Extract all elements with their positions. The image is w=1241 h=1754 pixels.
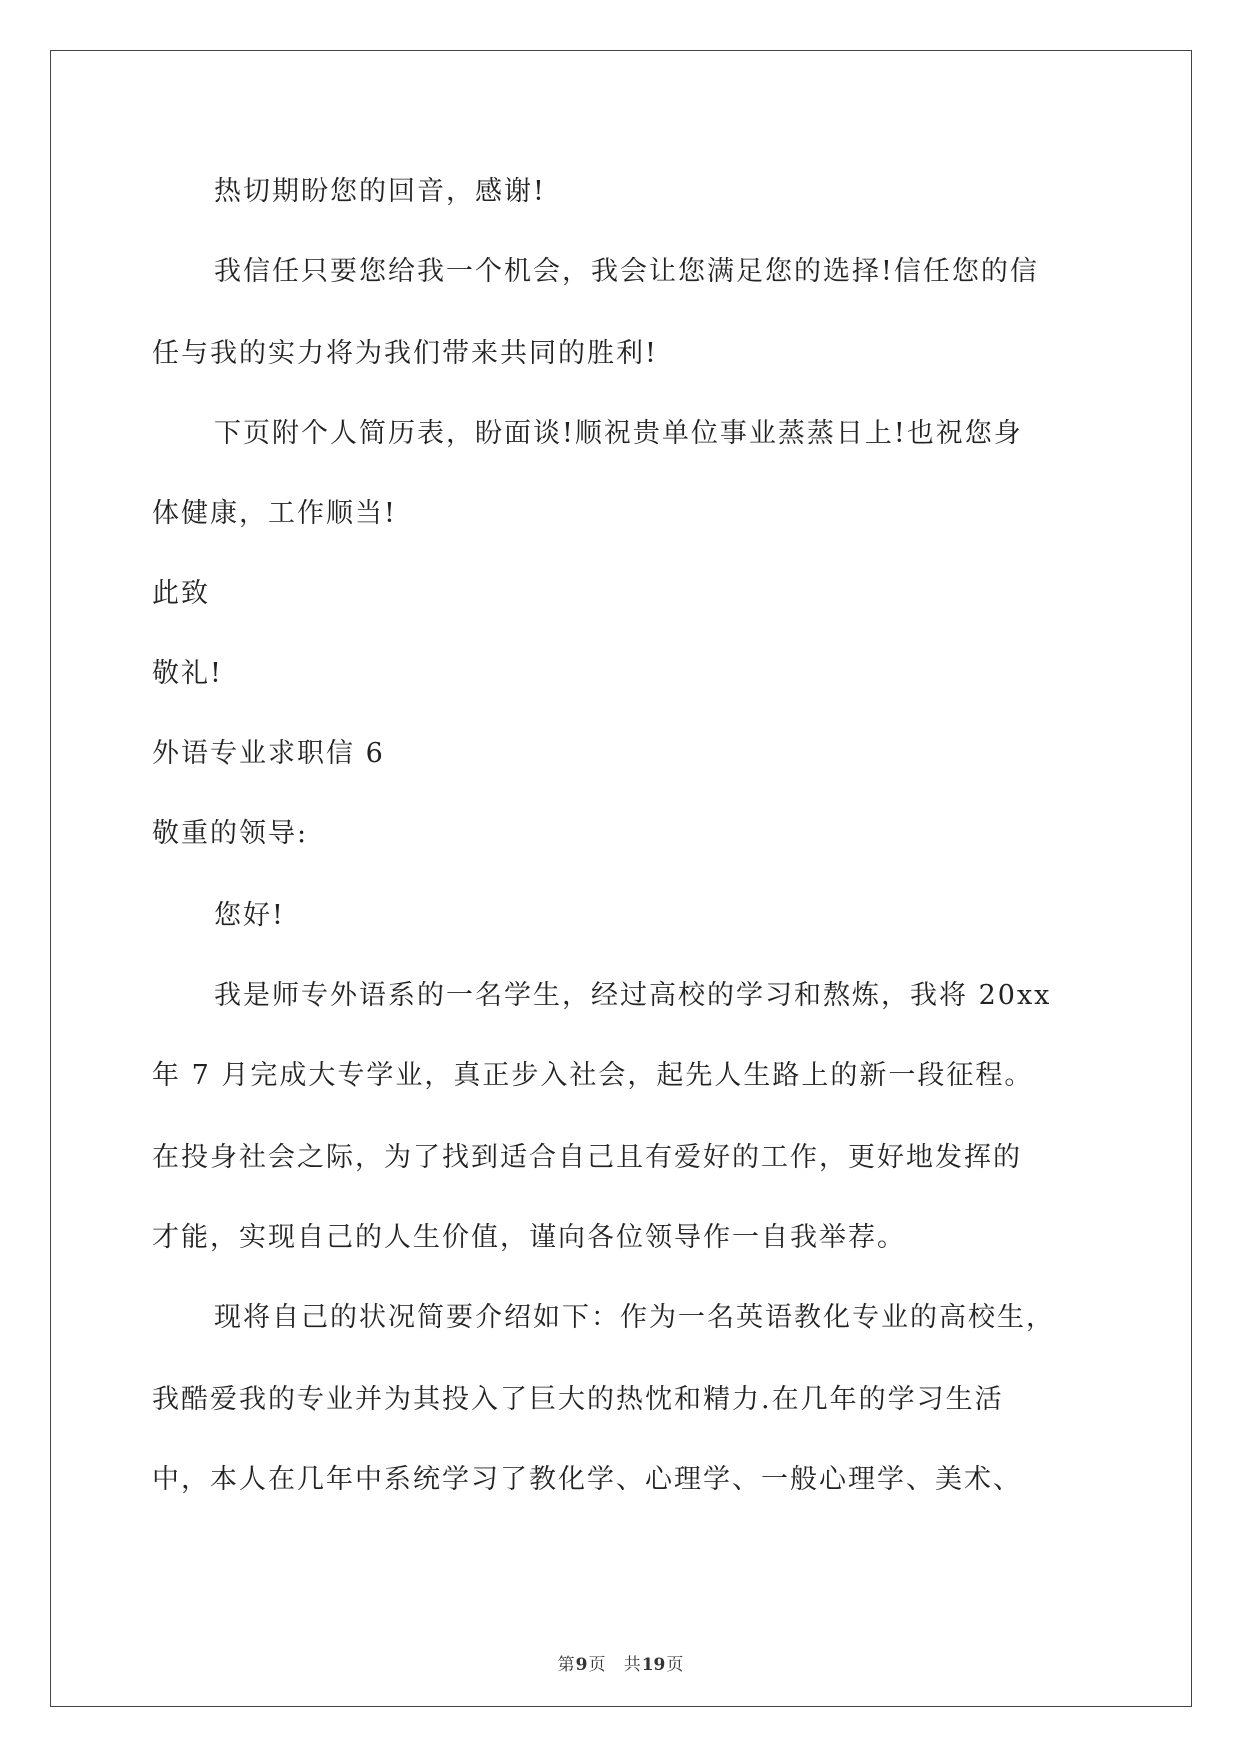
- footer-total-suffix: 页: [666, 1655, 684, 1675]
- paragraph-line: 我酷爱我的专业并为其投入了巨大的热忱和精力.在几年的学习生活: [152, 1384, 1004, 1415]
- paragraph-line: 我是师专外语系的一名学生，经过高校的学习和熬炼，我将 20xx: [214, 980, 1052, 1011]
- paragraph-line: 任与我的实力将为我们带来共同的胜利!: [152, 338, 658, 369]
- section-title: 外语专业求职信 6: [152, 738, 385, 769]
- closing-line: 此致: [152, 578, 210, 609]
- paragraph-line: 体健康，工作顺当!: [152, 498, 397, 529]
- paragraph-line: 中，本人在几年中系统学习了教化学、心理学、一般心理学、美术、: [152, 1464, 1022, 1495]
- paragraph-line: 年 7 月完成大专学业，真正步入社会，起先人生路上的新一段征程。: [152, 1060, 1034, 1091]
- footer-prefix: 第: [557, 1655, 575, 1675]
- paragraph-line: 现将自己的状况简要介绍如下：作为一名英语教化专业的高校生，: [214, 1302, 1055, 1333]
- paragraph-line: 在投身社会之际，为了找到适合自己且有爱好的工作，更好地发挥的: [152, 1142, 1022, 1173]
- paragraph-line: 我信任只要您给我一个机会，我会让您满足您的选择!信任您的信: [214, 256, 1039, 287]
- footer-total-prefix: 共: [623, 1655, 641, 1675]
- current-page-number: 9: [575, 1655, 588, 1675]
- paragraph-line: 下页附个人简历表，盼面谈!顺祝贵单位事业蒸蒸日上!也祝您身: [214, 418, 1023, 449]
- total-page-count: 19: [641, 1655, 666, 1675]
- paragraph-line: 才能，实现自己的人生价值，谨向各位领导作一自我举荐。: [152, 1222, 906, 1253]
- footer-page-word: 页: [588, 1655, 606, 1675]
- salutation: 敬重的领导:: [152, 818, 309, 849]
- greeting: 您好!: [214, 900, 285, 931]
- page-border: [50, 50, 1192, 1707]
- paragraph-line: 热切期盼您的回音，感谢!: [214, 176, 546, 207]
- closing-line: 敬礼!: [152, 658, 223, 689]
- page-footer: [0, 1650, 1241, 1675]
